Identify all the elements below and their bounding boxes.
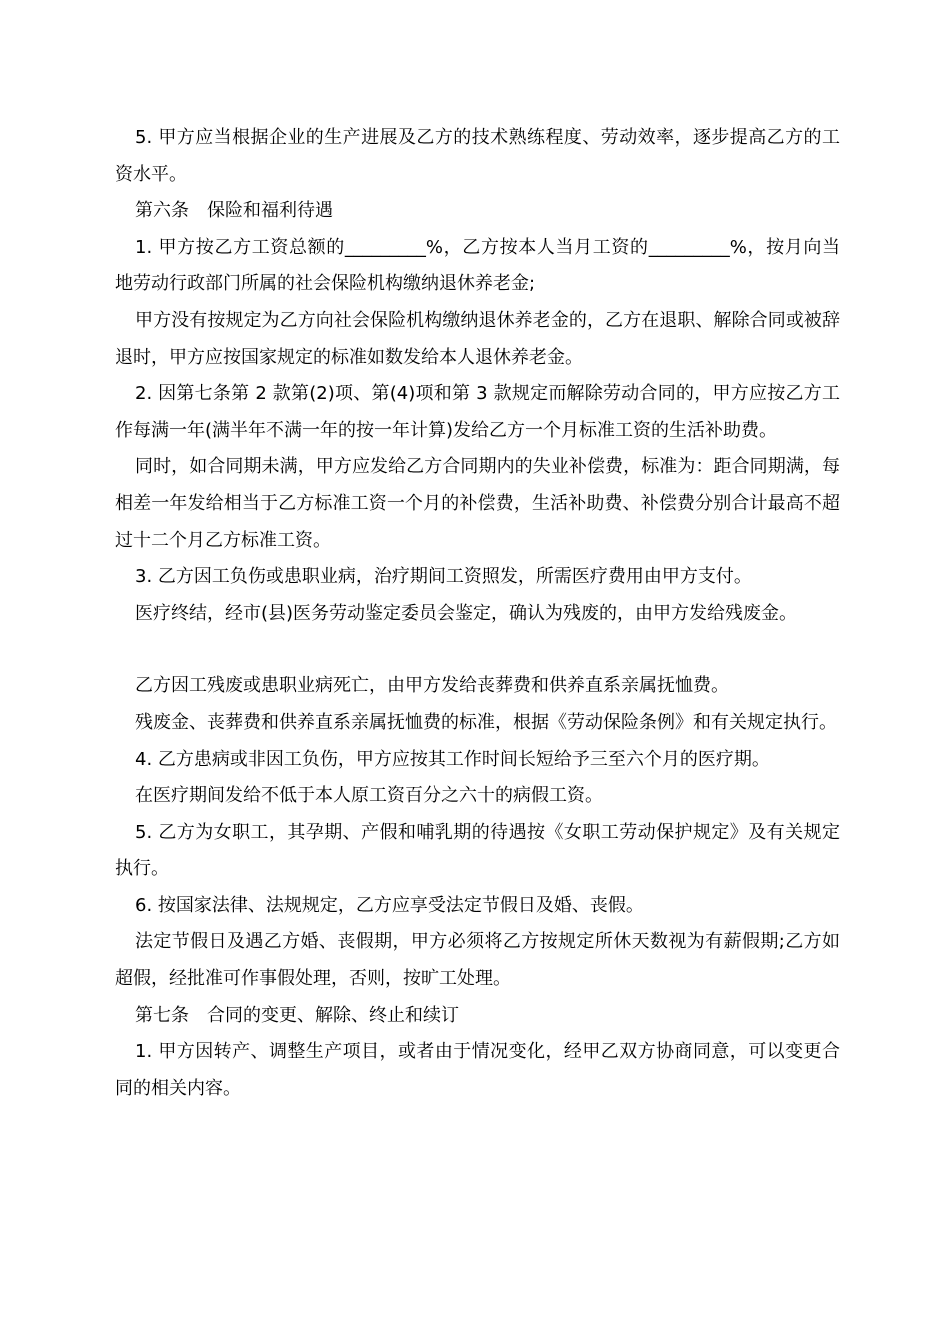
- paragraph-benefit-standards: 残废金、丧葬费和供养直系亲属抚恤费的标准，根据《劳动保险条例》和有关规定执行。: [135, 711, 837, 733]
- paragraph-living-allowance: 2. 因第七条第 2 款第(2)项、第(4)项和第 3 款规定而解除劳动合同的，甲方应按乙方工作每满一年(满半年不满一年的按一年计算)发给乙方一个月标准工资的生活补助费。: [115, 383, 840, 441]
- document-body: [115, 120, 840, 1107]
- paragraph-disability-payment: 医疗终结，经市(县)医务劳动鉴定委员会鉴定，确认为残废的，由甲方发给残废金。: [135, 602, 798, 624]
- paragraph-death-benefits: 乙方因工残废或患职业病死亡，由甲方发给丧葬费和供养直系亲属抚恤费。: [135, 675, 729, 697]
- paragraph-female-workers: 5. 乙方为女职工，其孕期、产假和哺乳期的待遇按《女职工劳动保护规定》及有关规定执行。: [115, 821, 840, 880]
- paragraph-item5-wage-level: 5. 甲方应当根据企业的生产进展及乙方的技术熟练程度、劳动效率，逐步提高乙方的工资水平。: [115, 127, 840, 185]
- paragraph-holidays: 6. 按国家法律、法规规定，乙方应享受法定节假日及婚、丧假。: [135, 894, 644, 916]
- blank-line: [115, 632, 840, 668]
- paragraph-work-injury: 3. 乙方因工负伤或患职业病，治疗期间工资照发，所需医疗费用由甲方支付。: [135, 566, 752, 588]
- paragraph-pension-contribution: 1. 甲方按乙方工资总额的_________%，乙方按本人当月工资的_________%，按月向当地劳动行政部门所属的社会保险机构缴纳退休养老金;: [115, 236, 840, 295]
- paragraph-sick-pay: 在医疗期间发给不低于本人原工资百分之六十的病假工资。: [135, 785, 603, 807]
- article-6-heading: 第六条 保险和福利待遇: [135, 200, 333, 222]
- paragraph-medical-period: 4. 乙方患病或非因工负伤，甲方应按其工作时间长短给予三至六个月的医疗期。: [135, 748, 770, 770]
- paragraph-contract-change: 1. 甲方因转产、调整生产项目，或者由于情况变化，经甲乙双方协商同意，可以变更合同的相关内容。: [115, 1041, 840, 1099]
- paragraph-paid-leave: 法定节假日及遇乙方婚、丧假期，甲方必须将乙方按规定所休天数视为有薪假期;乙方如超假，经批准可作事假处理，否则，按旷工处理。: [115, 931, 840, 990]
- paragraph-pension-default: 甲方没有按规定为乙方向社会保险机构缴纳退休养老金的，乙方在退职、解除合同或被辞退时，甲方应按国家规定的标准如数发给本人退休养老金。: [115, 309, 840, 368]
- paragraph-unemployment-compensation: 同时，如合同期未满，甲方应发给乙方合同期内的失业补偿费，标准为：距合同期满，每相差一年发给相当于乙方标准工资一个月的补偿费，生活补助费、补偿费分别合计最高不超过十二个月乙方标准工资。: [115, 456, 840, 551]
- article-7-heading: 第七条 合同的变更、解除、终止和续订: [135, 1004, 459, 1026]
